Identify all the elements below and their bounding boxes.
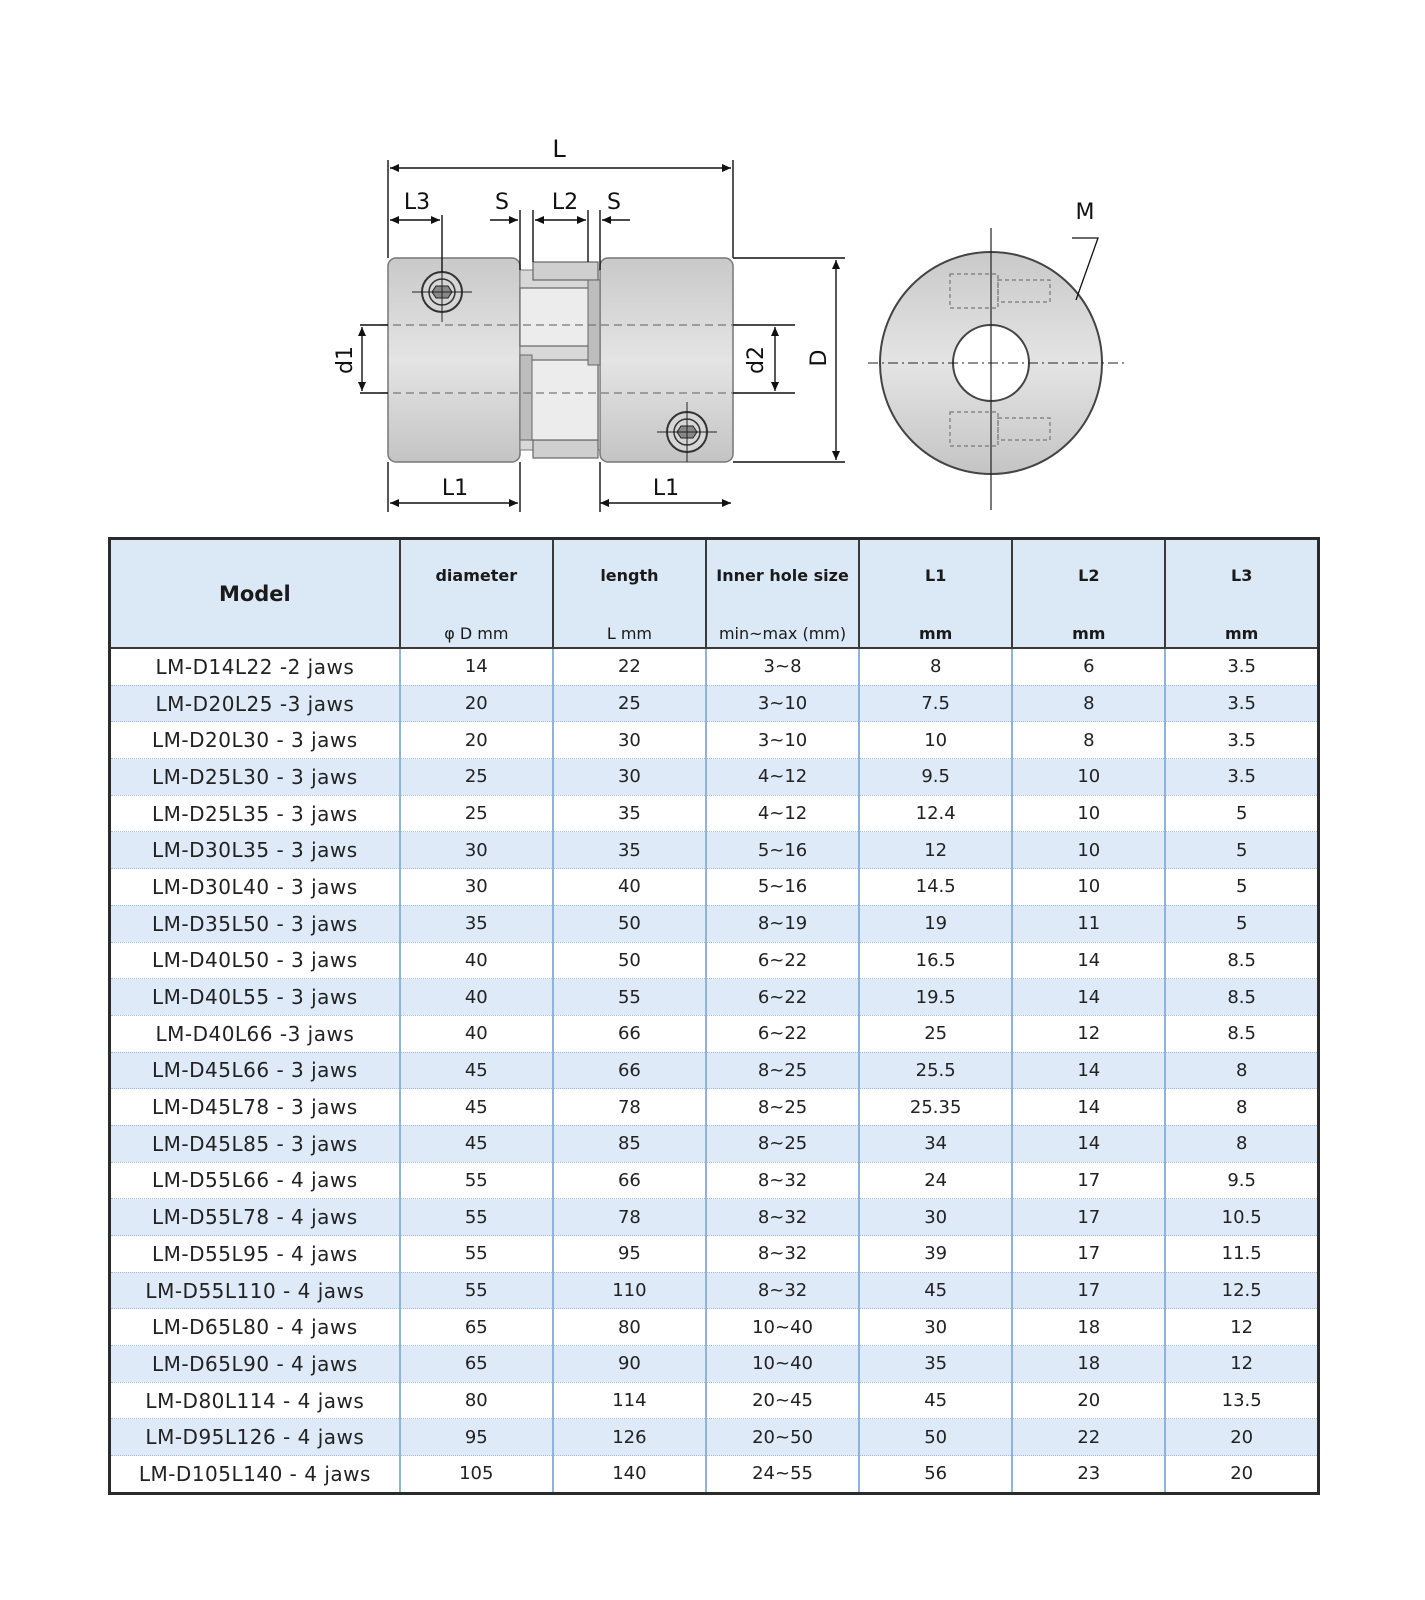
table-row — [110, 979, 1319, 1016]
cell-l1: 45 — [859, 1272, 1012, 1309]
cell-diameter: 55 — [400, 1199, 553, 1236]
cell-l2: 20 — [1012, 1382, 1165, 1419]
cell-diameter: 65 — [400, 1309, 553, 1346]
dim-label-d1: d1 — [333, 346, 358, 374]
cell-length: 126 — [553, 1419, 706, 1456]
cell-l2: 17 — [1012, 1162, 1165, 1199]
cell-l3: 20 — [1165, 1419, 1318, 1456]
cell-diameter: 45 — [400, 1052, 553, 1089]
table-row — [110, 869, 1319, 906]
cell-model: LM-D55L95 - 4 jaws — [110, 1236, 400, 1273]
cell-l3: 12 — [1165, 1309, 1318, 1346]
cell-l3: 13.5 — [1165, 1382, 1318, 1419]
cell-l3: 12.5 — [1165, 1272, 1318, 1309]
cell-length: 66 — [553, 1052, 706, 1089]
cell-inner-hole-size: 3~10 — [706, 685, 859, 722]
header-diameter: diameter φ D mm — [400, 539, 553, 649]
table-row — [110, 1015, 1319, 1052]
cell-l3: 20 — [1165, 1456, 1318, 1494]
cell-inner-hole-size: 4~12 — [706, 759, 859, 796]
cell-l1: 19.5 — [859, 979, 1012, 1016]
cell-diameter: 95 — [400, 1419, 553, 1456]
dim-label-L2: L2 — [551, 190, 579, 215]
dim-label-D: D — [807, 349, 832, 367]
table-row — [110, 942, 1319, 979]
cell-l2: 17 — [1012, 1199, 1165, 1236]
cell-inner-hole-size: 8~25 — [706, 1052, 859, 1089]
table-row — [110, 1236, 1319, 1273]
cell-l2: 10 — [1012, 759, 1165, 796]
dim-label-S-right: S — [607, 190, 621, 215]
cell-diameter: 65 — [400, 1346, 553, 1383]
cell-inner-hole-size: 3~10 — [706, 722, 859, 759]
cell-diameter: 45 — [400, 1125, 553, 1162]
cell-l3: 3.5 — [1165, 722, 1318, 759]
cell-length: 35 — [553, 795, 706, 832]
cell-diameter: 40 — [400, 942, 553, 979]
cell-diameter: 45 — [400, 1089, 553, 1126]
cell-l3: 5 — [1165, 869, 1318, 906]
cell-inner-hole-size: 10~40 — [706, 1309, 859, 1346]
cell-diameter: 25 — [400, 795, 553, 832]
cell-inner-hole-size: 6~22 — [706, 979, 859, 1016]
cell-length: 50 — [553, 905, 706, 942]
cell-l3: 8 — [1165, 1052, 1318, 1089]
cell-l1: 50 — [859, 1419, 1012, 1456]
cell-model: LM-D40L55 - 3 jaws — [110, 979, 400, 1016]
cell-length: 30 — [553, 722, 706, 759]
cell-diameter: 30 — [400, 832, 553, 869]
cell-length: 40 — [553, 869, 706, 906]
cell-l1: 35 — [859, 1346, 1012, 1383]
dim-label-M: M — [1075, 200, 1095, 225]
cell-l3: 9.5 — [1165, 1162, 1318, 1199]
cell-diameter: 80 — [400, 1382, 553, 1419]
cell-model: LM-D55L66 - 4 jaws — [110, 1162, 400, 1199]
cell-l2: 14 — [1012, 1052, 1165, 1089]
cell-length: 140 — [553, 1456, 706, 1494]
coupling-dimension-drawing — [0, 0, 1425, 530]
cell-length: 85 — [553, 1125, 706, 1162]
cell-length: 90 — [553, 1346, 706, 1383]
coupling-end-view — [868, 228, 1125, 510]
table-row — [110, 905, 1319, 942]
dim-label-S-left: S — [495, 190, 509, 215]
cell-length: 78 — [553, 1199, 706, 1236]
table-row — [110, 759, 1319, 796]
cell-inner-hole-size: 8~32 — [706, 1236, 859, 1273]
cell-l3: 8.5 — [1165, 979, 1318, 1016]
cell-length: 78 — [553, 1089, 706, 1126]
cell-l1: 8 — [859, 648, 1012, 685]
cell-length: 80 — [553, 1309, 706, 1346]
cell-inner-hole-size: 8~25 — [706, 1089, 859, 1126]
cell-l2: 14 — [1012, 1125, 1165, 1162]
table-row — [110, 1089, 1319, 1126]
cell-l3: 8.5 — [1165, 1015, 1318, 1052]
cell-l3: 5 — [1165, 905, 1318, 942]
cell-length: 114 — [553, 1382, 706, 1419]
table-header-row — [110, 539, 1319, 649]
dim-label-d2: d2 — [744, 346, 769, 374]
cell-inner-hole-size: 20~45 — [706, 1382, 859, 1419]
header-inner-hole-size: Inner hole size min~max (mm) — [706, 539, 859, 649]
table-row — [110, 1309, 1319, 1346]
cell-l2: 14 — [1012, 979, 1165, 1016]
cell-model: LM-D20L25 -3 jaws — [110, 685, 400, 722]
cell-length: 25 — [553, 685, 706, 722]
cell-model: LM-D45L85 - 3 jaws — [110, 1125, 400, 1162]
cell-length: 66 — [553, 1015, 706, 1052]
cell-inner-hole-size: 4~12 — [706, 795, 859, 832]
header-l2: L2 mm — [1012, 539, 1165, 649]
cell-length: 50 — [553, 942, 706, 979]
cell-l2: 14 — [1012, 942, 1165, 979]
header-l1: L1 mm — [859, 539, 1012, 649]
cell-model: LM-D35L50 - 3 jaws — [110, 905, 400, 942]
table-row — [110, 648, 1319, 685]
cell-l2: 10 — [1012, 795, 1165, 832]
cell-length: 66 — [553, 1162, 706, 1199]
cell-l2: 11 — [1012, 905, 1165, 942]
cell-model: LM-D105L140 - 4 jaws — [110, 1456, 400, 1494]
cell-inner-hole-size: 6~22 — [706, 1015, 859, 1052]
cell-diameter: 40 — [400, 979, 553, 1016]
specification-table — [108, 537, 1320, 1495]
cell-l1: 30 — [859, 1309, 1012, 1346]
cell-inner-hole-size: 6~22 — [706, 942, 859, 979]
cell-diameter: 14 — [400, 648, 553, 685]
table-row — [110, 1346, 1319, 1383]
cell-model: LM-D45L66 - 3 jaws — [110, 1052, 400, 1089]
cell-l3: 8.5 — [1165, 942, 1318, 979]
cell-l2: 22 — [1012, 1419, 1165, 1456]
cell-inner-hole-size: 10~40 — [706, 1346, 859, 1383]
cell-l3: 8 — [1165, 1125, 1318, 1162]
dim-label-L3: L3 — [403, 190, 431, 215]
table-row — [110, 1162, 1319, 1199]
cell-inner-hole-size: 5~16 — [706, 869, 859, 906]
cell-l3: 8 — [1165, 1089, 1318, 1126]
cell-l1: 19 — [859, 905, 1012, 942]
cell-l3: 3.5 — [1165, 648, 1318, 685]
cell-model: LM-D65L80 - 4 jaws — [110, 1309, 400, 1346]
cell-l1: 7.5 — [859, 685, 1012, 722]
coupling-side-view — [380, 258, 740, 462]
cell-inner-hole-size: 20~50 — [706, 1419, 859, 1456]
table-row — [110, 1272, 1319, 1309]
cell-inner-hole-size: 24~55 — [706, 1456, 859, 1494]
cell-l1: 25.35 — [859, 1089, 1012, 1126]
cell-inner-hole-size: 3~8 — [706, 648, 859, 685]
cell-l2: 10 — [1012, 832, 1165, 869]
cell-inner-hole-size: 8~32 — [706, 1199, 859, 1236]
cell-model: LM-D55L78 - 4 jaws — [110, 1199, 400, 1236]
cell-model: LM-D80L114 - 4 jaws — [110, 1382, 400, 1419]
cell-l2: 18 — [1012, 1309, 1165, 1346]
cell-l1: 25.5 — [859, 1052, 1012, 1089]
cell-l2: 6 — [1012, 648, 1165, 685]
cell-model: LM-D14L22 -2 jaws — [110, 648, 400, 685]
table-row — [110, 832, 1319, 869]
cell-model: LM-D20L30 - 3 jaws — [110, 722, 400, 759]
header-length: length L mm — [553, 539, 706, 649]
cell-l1: 39 — [859, 1236, 1012, 1273]
cell-model: LM-D65L90 - 4 jaws — [110, 1346, 400, 1383]
table-row — [110, 1199, 1319, 1236]
cell-length: 110 — [553, 1272, 706, 1309]
cell-inner-hole-size: 8~32 — [706, 1272, 859, 1309]
table-row — [110, 1419, 1319, 1456]
cell-l1: 45 — [859, 1382, 1012, 1419]
dim-label-L1-left: L1 — [441, 476, 469, 501]
cell-l3: 12 — [1165, 1346, 1318, 1383]
cell-inner-hole-size: 8~19 — [706, 905, 859, 942]
cell-diameter: 55 — [400, 1162, 553, 1199]
cell-model: LM-D40L66 -3 jaws — [110, 1015, 400, 1052]
cell-diameter: 55 — [400, 1236, 553, 1273]
table-row — [110, 795, 1319, 832]
cell-diameter: 20 — [400, 685, 553, 722]
cell-l1: 9.5 — [859, 759, 1012, 796]
cell-l3: 5 — [1165, 795, 1318, 832]
dim-label-L: L — [552, 135, 566, 163]
cell-model: LM-D45L78 - 3 jaws — [110, 1089, 400, 1126]
cell-diameter: 40 — [400, 1015, 553, 1052]
cell-l2: 23 — [1012, 1456, 1165, 1494]
cell-l2: 17 — [1012, 1236, 1165, 1273]
cell-l2: 10 — [1012, 869, 1165, 906]
cell-length: 30 — [553, 759, 706, 796]
cell-l2: 18 — [1012, 1346, 1165, 1383]
table-row — [110, 1052, 1319, 1089]
cell-l3: 3.5 — [1165, 759, 1318, 796]
table-row — [110, 1382, 1319, 1419]
header-l3: L3 mm — [1165, 539, 1318, 649]
cell-l2: 12 — [1012, 1015, 1165, 1052]
cell-diameter: 35 — [400, 905, 553, 942]
header-model: Model — [110, 539, 400, 649]
cell-l3: 3.5 — [1165, 685, 1318, 722]
cell-l3: 5 — [1165, 832, 1318, 869]
cell-l1: 12.4 — [859, 795, 1012, 832]
dim-label-L1-right: L1 — [652, 476, 680, 501]
cell-model: LM-D95L126 - 4 jaws — [110, 1419, 400, 1456]
cell-l2: 17 — [1012, 1272, 1165, 1309]
cell-l1: 16.5 — [859, 942, 1012, 979]
cell-model: LM-D40L50 - 3 jaws — [110, 942, 400, 979]
cell-length: 35 — [553, 832, 706, 869]
table-row — [110, 722, 1319, 759]
cell-model: LM-D25L35 - 3 jaws — [110, 795, 400, 832]
cell-l1: 56 — [859, 1456, 1012, 1494]
cell-inner-hole-size: 8~32 — [706, 1162, 859, 1199]
cell-l1: 24 — [859, 1162, 1012, 1199]
cell-l1: 10 — [859, 722, 1012, 759]
cell-model: LM-D25L30 - 3 jaws — [110, 759, 400, 796]
cell-diameter: 30 — [400, 869, 553, 906]
cell-model: LM-D55L110 - 4 jaws — [110, 1272, 400, 1309]
cell-l1: 12 — [859, 832, 1012, 869]
cell-model: LM-D30L40 - 3 jaws — [110, 869, 400, 906]
cell-l1: 30 — [859, 1199, 1012, 1236]
cell-l3: 11.5 — [1165, 1236, 1318, 1273]
cell-diameter: 25 — [400, 759, 553, 796]
cell-l1: 34 — [859, 1125, 1012, 1162]
cell-length: 55 — [553, 979, 706, 1016]
cell-l2: 8 — [1012, 722, 1165, 759]
cell-diameter: 105 — [400, 1456, 553, 1494]
table-row — [110, 685, 1319, 722]
cell-l1: 25 — [859, 1015, 1012, 1052]
cell-inner-hole-size: 8~25 — [706, 1125, 859, 1162]
cell-diameter: 20 — [400, 722, 553, 759]
cell-l1: 14.5 — [859, 869, 1012, 906]
table-row — [110, 1456, 1319, 1494]
cell-l2: 8 — [1012, 685, 1165, 722]
cell-length: 22 — [553, 648, 706, 685]
cell-diameter: 55 — [400, 1272, 553, 1309]
cell-inner-hole-size: 5~16 — [706, 832, 859, 869]
cell-model: LM-D30L35 - 3 jaws — [110, 832, 400, 869]
cell-l3: 10.5 — [1165, 1199, 1318, 1236]
cell-length: 95 — [553, 1236, 706, 1273]
cell-l2: 14 — [1012, 1089, 1165, 1126]
table-row — [110, 1125, 1319, 1162]
